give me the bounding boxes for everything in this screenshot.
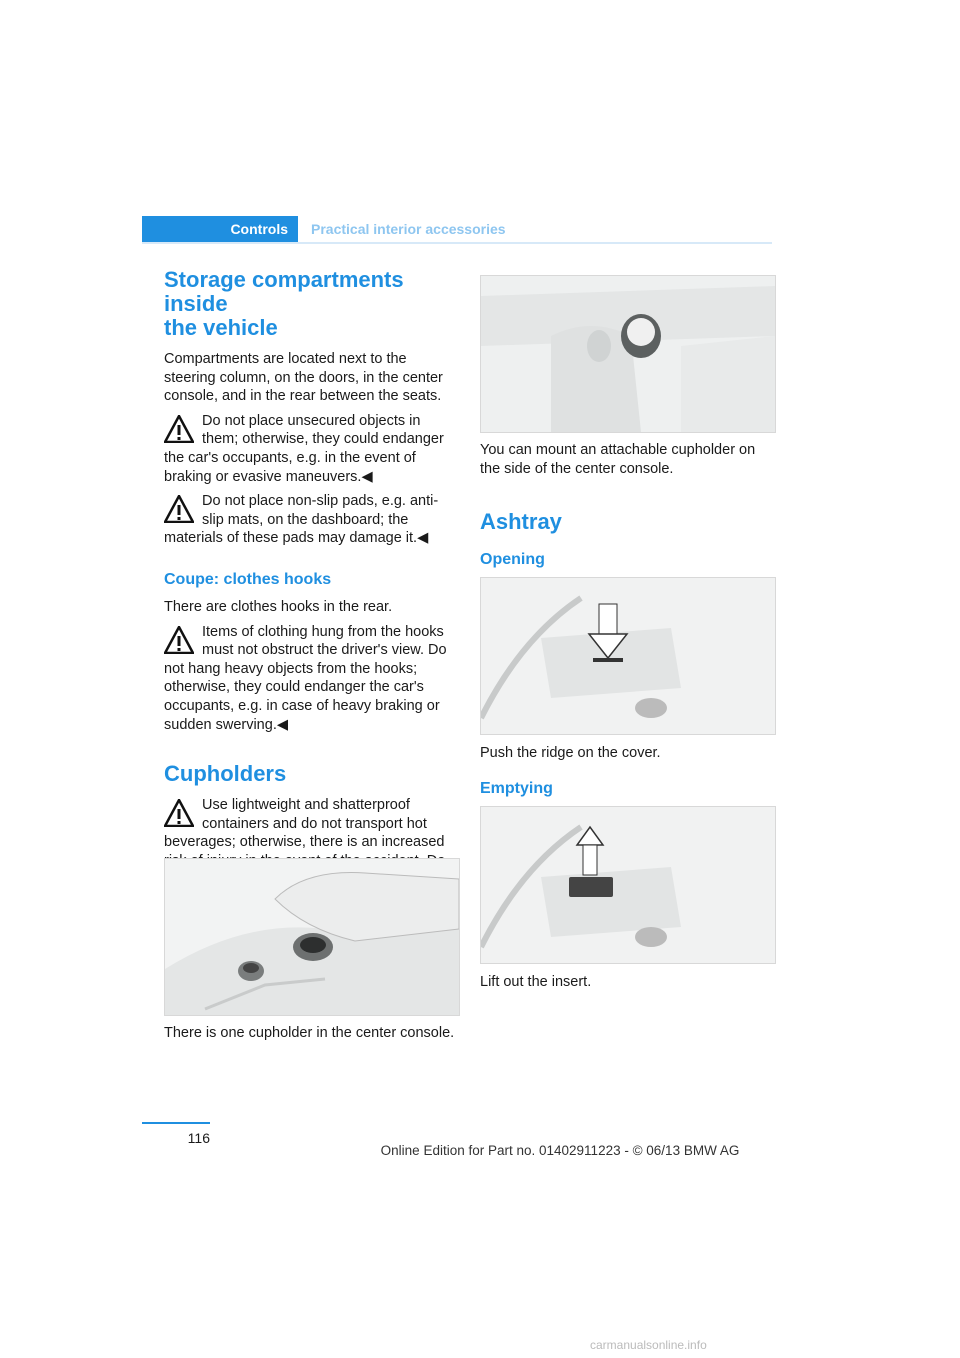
cupholder-caption: There is one cupholder in the center console. xyxy=(164,1025,455,1041)
watermark: carmanualsonline.info xyxy=(590,1338,707,1352)
page-number-rule xyxy=(142,1122,210,1124)
attachable-cupholder-illustration xyxy=(480,275,776,433)
chapter-tab xyxy=(142,216,298,242)
warning-icon xyxy=(164,495,194,523)
edition-footer: Online Edition for Part no. 01402911223 - © 06/13 BMW AG xyxy=(380,1143,740,1158)
end-mark: ◀ xyxy=(276,716,288,733)
page-number: 116 xyxy=(187,1130,210,1146)
end-mark: ◀ xyxy=(417,530,429,547)
coupe-heading: Coupe: clothes hooks xyxy=(164,570,332,588)
warning-icon xyxy=(164,626,194,654)
emptying-heading: Emptying xyxy=(480,780,553,797)
ashtray-emptying-illustration xyxy=(480,806,776,964)
ashtray-heading: Ashtray xyxy=(480,509,562,534)
warning-block: Use lightweight and shatterproof containers and do not transport hot beverages; otherwise, there is an increased xyxy=(164,796,458,926)
section-title: Practical interior accessories xyxy=(311,221,506,237)
end-mark: ◀ xyxy=(361,468,373,485)
warning-icon xyxy=(164,799,194,827)
cupholder-console-illustration xyxy=(164,858,460,1016)
warning-icon xyxy=(164,415,194,443)
ashtray-opening-illustration xyxy=(480,577,776,735)
storage-heading: Storage compartments inside the vehicle xyxy=(164,267,404,340)
cupholders-heading: Cupholders xyxy=(164,761,287,787)
opening-heading: Opening xyxy=(480,551,545,568)
emptying-caption: Lift out the insert. xyxy=(480,974,592,990)
storage-section xyxy=(164,268,458,926)
warning-block: Items of clothing hung from the hooks must not obstruct the driver's view. Do not hang heavy objects from the hooks; otherwise, they could endanger the car's occupants, e.g. in case of heavy braking or sudden swerving.◀ xyxy=(164,623,447,733)
chapter-label: Controls xyxy=(230,221,288,237)
warning-block: Do not place unsecured objects in them; otherwise, they could endanger the car's occupants, e.g. in the event of braking or evasive maneuvers.◀ xyxy=(164,412,444,485)
coupe-text: There are clothes hooks in the rear. xyxy=(164,598,393,615)
attachable-cupholder-caption: You can mount an attachable cupholder on the side of the center console. xyxy=(480,442,756,477)
warning-block: Do not place non-slip pads, e.g. anti-slip mats, on the dashboard; the materials of these pads may damage it.◀ xyxy=(164,493,439,547)
header-rule xyxy=(142,242,772,244)
storage-intro: Compartments are located next to the steering column, on the doors, in the center console, and in the rear between the seats. xyxy=(164,351,443,405)
opening-caption: Push the ridge on the cover. xyxy=(480,745,661,761)
